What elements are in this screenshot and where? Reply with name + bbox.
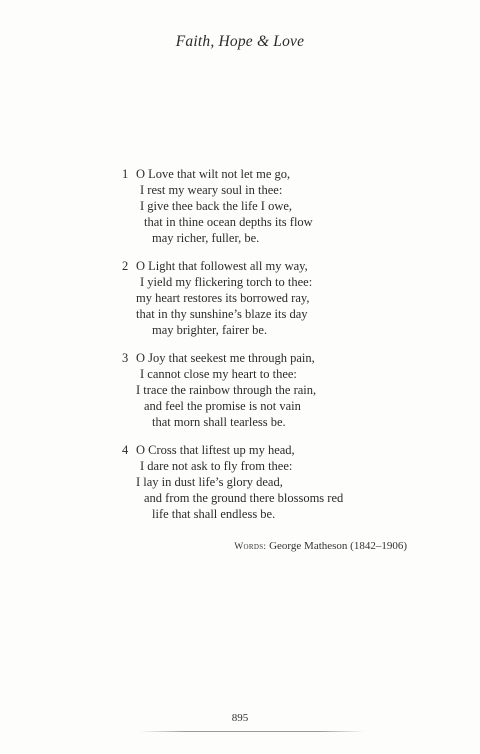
verse-3 (124, 350, 424, 430)
verse-lines (136, 258, 424, 338)
verse-line: that in thy sunshine’s blaze its day (136, 307, 308, 321)
verse-line: I dare not ask to fly from thee: (140, 459, 293, 473)
author-credit (234, 540, 407, 552)
verse-lines (136, 442, 424, 522)
verse-lines (136, 350, 424, 430)
verse-line: and from the ground there blossoms red (144, 491, 344, 505)
verse-line: that morn shall tearless be. (152, 415, 286, 429)
bottom-divider (140, 731, 365, 732)
verse-line: may brighter, fairer be. (152, 323, 268, 337)
hymn-verses (124, 166, 424, 534)
verse-line: O Cross that liftest up my head, (136, 443, 295, 457)
verse-number: 1 (122, 167, 129, 181)
verse-line: I give thee back the life I owe, (140, 199, 293, 213)
page-number: 895 (231, 712, 249, 724)
verse-line: O Light that followest all my way, (136, 259, 308, 273)
page-title: Faith, Hope & Love (175, 33, 305, 50)
verse-line: life that shall endless be. (152, 507, 276, 521)
verse-line: may richer, fuller, be. (152, 231, 260, 245)
credit-label: Words: (234, 542, 267, 552)
verse-line: O Love that wilt not let me go, (136, 167, 291, 181)
credit-author: George Matheson (1842–1906) (269, 540, 407, 552)
verse-line: I yield my flickering torch to thee: (140, 275, 313, 289)
verse-1 (124, 166, 424, 246)
verse-number: 4 (122, 443, 129, 457)
verse-line: I trace the rainbow through the rain, (136, 383, 317, 397)
verse-line: O Joy that seekest me through pain, (136, 351, 315, 365)
verse-line: my heart restores its borrowed ray, (136, 291, 310, 305)
verse-4 (124, 442, 424, 522)
verse-number: 2 (122, 259, 129, 273)
verse-2 (124, 258, 424, 338)
verse-line: I rest my weary soul in thee: (140, 183, 283, 197)
verse-lines (136, 166, 424, 246)
verse-number: 3 (122, 351, 129, 365)
verse-line: I lay in dust life’s glory dead, (136, 475, 283, 489)
verse-line: and feel the promise is not vain (144, 399, 301, 413)
verse-line: I cannot close my heart to thee: (140, 367, 297, 381)
verse-line: that in thine ocean depths its flow (144, 215, 313, 229)
